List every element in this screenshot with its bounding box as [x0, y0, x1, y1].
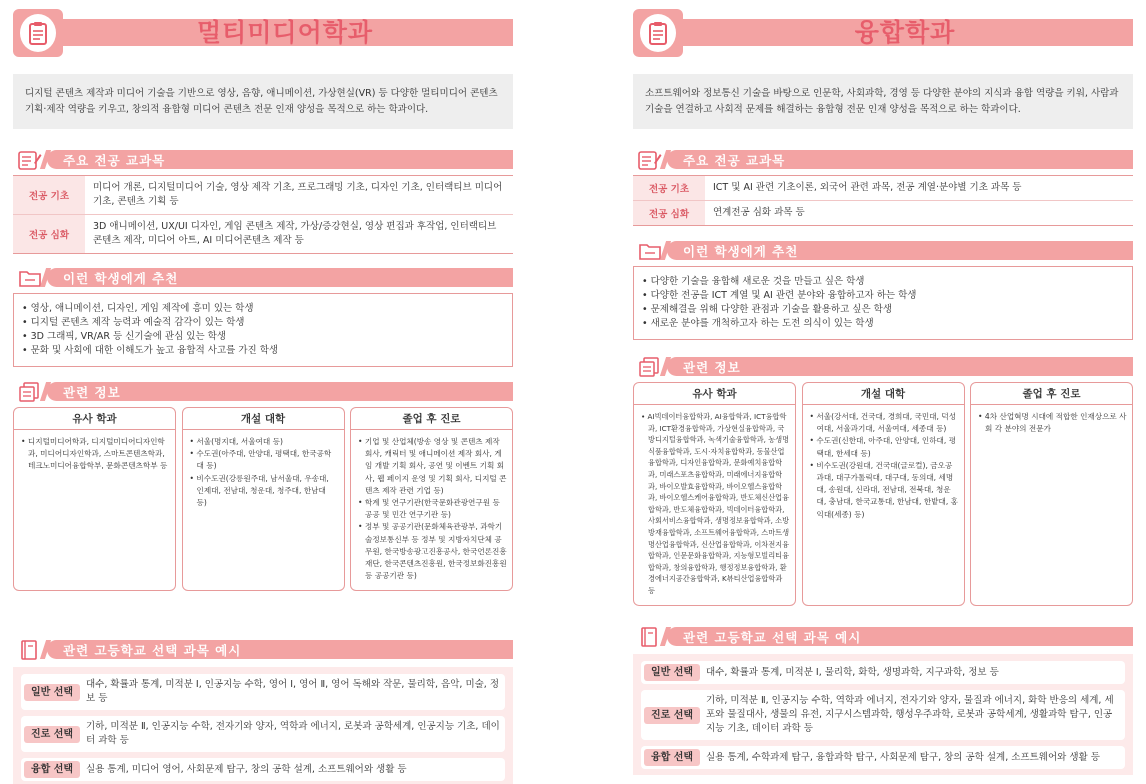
info-cards — [13, 407, 513, 591]
info-cards — [633, 382, 1133, 606]
elective-row — [641, 746, 1125, 769]
section-title: 이런 학생에게 추천 — [683, 244, 799, 259]
elective-row — [21, 758, 505, 781]
elective-row — [641, 690, 1125, 740]
list-item: • 문제해결을 위해 다양한 관점과 기술을 활용하고 싶은 학생 — [642, 303, 1124, 317]
list-item: • 다양한 기술을 융합해 새로운 것을 만들고 싶은 학생 — [642, 275, 1124, 289]
similar-majors-card — [633, 382, 796, 606]
elective-value: 대수, 확률과 통계, 미적분 Ⅰ, 인공지능 수학, 영어 Ⅰ, 영어 Ⅱ, 영어 독해와 작문, 물리학, 음악, 미술, 정보 등 — [86, 679, 500, 704]
section-title: 이런 학생에게 추천 — [63, 271, 179, 286]
book-icon — [18, 640, 42, 660]
list-item: • 디지털미디어학과, 디지털미디어디자인학과, 미디어디자인학과, 스마트콘텐츠학과, 테크노미디어융합학부, 문화콘텐츠학부 등 — [21, 437, 168, 471]
clipboard-icon — [648, 21, 668, 45]
elective-label: 융합 선택 — [644, 749, 700, 766]
row-label: 전공 심화 — [633, 201, 705, 225]
header-icon-box — [633, 9, 683, 57]
elective-label: 일반 선택 — [24, 684, 80, 701]
recommend-list — [13, 293, 513, 367]
elective-value: 대수, 확률과 통계, 미적분 Ⅰ, 물리학, 화학, 생명과학, 지구과학, 정보 등 — [706, 666, 999, 678]
table-row — [633, 176, 1133, 201]
list-item: • 비수도권(강원대, 건국대(글로컬), 금오공과대, 대구가톨릭대, 대구대, 동의대, 세명대, 송원대, 신라대, 전남대, 전북대, 청운대, 충남대, 한국교통대, 한남대, 한밭대, 홍익대(세종) 등) — [809, 460, 959, 519]
list-item: • 정부 및 공공기관(문화체육관광부, 과학기술정보통신부 등 정부 및 지방자치단체 공무원, 한국방송광고진흥공사, 한국언론진흥재단, 한국콘텐츠진흥원, 한국정보화진흥원 등 공공기관 등) — [358, 522, 507, 581]
left-electives-panel — [13, 639, 513, 784]
section-title: 관련 고등학교 선택 과목 예시 — [63, 643, 242, 658]
list-item: • 서울(강서대, 건국대, 경희대, 국민대, 덕성여대, 서울과기대, 서울여대, 세종대 등) — [809, 412, 957, 434]
section-info — [633, 356, 1133, 378]
universities-card — [182, 407, 345, 591]
row-value: ICT 및 AI 관련 기초이론, 외국어 관련 과목, 전공 계열·분야별 기초 과목 등 — [713, 182, 1022, 193]
section-electives — [13, 639, 513, 661]
card-title: 개설 대학 — [183, 408, 344, 430]
list-item: • 3D 그래픽, VR/AR 등 신기술에 관심 있는 학생 — [22, 330, 504, 344]
elective-value: 기하, 미적분 Ⅱ, 인공지능 수학, 역학과 에너지, 전자기와 양자, 물질과 에너지, 화학 반응의 세계, 세포와 물질대사, 생물의 유전, 지구시스템과학, 행성우주과학, 로봇과 공학세계, 생활과학 탐구, 인공지능 기초, 데이터 과학 등 — [706, 695, 1114, 734]
row-label: 전공 기초 — [633, 176, 705, 200]
right-department-panel — [633, 0, 1133, 606]
card-title: 졸업 후 진로 — [971, 383, 1132, 405]
row-label: 전공 기초 — [13, 176, 85, 214]
list-item: • 비수도권(강릉원주대, 남서울대, 우송대, 인제대, 전남대, 청운대, 청주대, 한남대 등) — [189, 473, 329, 508]
row-value: 연계전공 심화 과목 등 — [713, 207, 805, 218]
recommend-list — [633, 266, 1133, 340]
list-item: • 학계 및 연구기관(한국문화관광연구원 등 공공 및 민간 연구기관 등) — [358, 498, 500, 520]
notebook-pen-icon — [638, 150, 662, 170]
list-item: • 기업 및 산업체(방송 영상 및 콘텐츠 제작 회사, 캐릭터 및 애니메이션 제작 회사, 게임 개발 기획 회사, 공연 및 이벤트 기획 회사, 웹 페이지 운영 및 기획 회사, 디지털 콘텐츠 제작 관련 기업 등) — [358, 437, 507, 495]
department-description: 디지털 콘텐츠 제작과 미디어 기술을 기반으로 영상, 음향, 애니메이션, 가상현실(VR) 등 다양한 멀티미디어 콘텐츠 기획·제작 역량을 키우고, 창의적 융합형 미디어 콘텐츠 전문 인재 양성을 목적으로 하는 학과이다. — [13, 74, 513, 129]
left-department-panel — [13, 0, 513, 591]
card-title: 유사 학과 — [14, 408, 175, 430]
table-row — [633, 201, 1133, 225]
list-item: • 다양한 전공을 ICT 계열 및 AI 관련 분야와 융합하고자 하는 학생 — [642, 289, 1124, 303]
electives-box — [633, 654, 1133, 775]
documents-icon — [18, 382, 42, 402]
elective-value: 실용 통계, 미디어 영어, 사회문제 탐구, 창의 공학 설계, 소프트웨어와 생활 등 — [86, 763, 407, 775]
universities-card — [802, 382, 965, 606]
department-title: 멀티미디어학과 — [196, 19, 374, 47]
elective-label: 진로 선택 — [644, 707, 700, 724]
elective-row — [21, 716, 505, 752]
similar-majors-card — [13, 407, 176, 591]
section-curriculum — [13, 149, 513, 171]
clipboard-icon — [28, 21, 48, 45]
list-item: • 서울(명지대, 서울여대 등) — [189, 437, 283, 446]
folder-icon — [638, 241, 662, 261]
table-row — [13, 215, 513, 253]
list-item: • 문화 및 사회에 대한 이해도가 높고 융합적 사고를 가진 학생 — [22, 344, 504, 358]
elective-value: 실용 통계, 수학과제 탐구, 융합과학 탐구, 사회문제 탐구, 창의 공학 설계, 소프트웨어와 생활 등 — [706, 751, 1100, 763]
section-title: 주요 전공 교과목 — [63, 153, 166, 168]
list-item: • 영상, 애니메이션, 디자인, 게임 제작에 흥미 있는 학생 — [22, 302, 504, 316]
table-row — [13, 176, 513, 215]
careers-card — [970, 382, 1133, 606]
elective-row — [21, 674, 505, 710]
row-label: 전공 심화 — [13, 215, 85, 253]
elective-label: 융합 선택 — [24, 761, 80, 778]
elective-row — [641, 661, 1125, 684]
list-item: • 새로운 분야를 개척하고자 하는 도전 의식이 있는 학생 — [642, 317, 1124, 331]
card-title: 졸업 후 진로 — [351, 408, 512, 430]
header-icon-box — [13, 9, 63, 57]
card-title: 유사 학과 — [634, 383, 795, 405]
card-title: 개설 대학 — [803, 383, 964, 405]
careers-card — [350, 407, 513, 591]
list-item: • 수도권(아주대, 안양대, 평택대, 한국공학대 등) — [189, 449, 332, 471]
section-title: 주요 전공 교과목 — [683, 153, 786, 168]
elective-label: 일반 선택 — [644, 664, 700, 681]
department-header — [633, 9, 1133, 57]
row-value: 3D 애니메이션, UX/UI 디자인, 게임 콘텐츠 제작, 가상/증강현실, 영상 편집과 후작업, 인터랙티브 콘텐츠 제작, 미디어 아트, AI 미디어콘텐츠 제작 등 — [93, 221, 497, 246]
list-item: • 수도권(신한대, 아주대, 안양대, 인하대, 평택대, 한세대 등) — [809, 436, 957, 458]
section-title: 관련 정보 — [63, 385, 121, 400]
list-item: • 4차 산업혁명 시대에 적합한 인재상으로 사회 각 분야의 전문가 — [978, 412, 1127, 434]
section-info — [13, 381, 513, 403]
book-icon — [638, 627, 662, 647]
notebook-pen-icon — [18, 150, 42, 170]
curriculum-table — [633, 175, 1133, 226]
elective-value: 기하, 미적분 Ⅱ, 인공지능 수학, 전자기와 양자, 역학과 에너지, 로봇과 공학세계, 인공지능 기초, 데이터 과학 등 — [86, 721, 500, 746]
documents-icon — [638, 357, 662, 377]
department-header — [13, 9, 513, 57]
section-recommend — [633, 240, 1133, 262]
section-recommend — [13, 267, 513, 289]
curriculum-table — [13, 175, 513, 254]
elective-label: 진로 선택 — [24, 726, 80, 743]
department-description: 소프트웨어와 정보통신 기술을 바탕으로 인문학, 사회과학, 경영 등 다양한 분야의 지식과 융합 역량을 키워, 사람과 기술을 연결하고 사회적 문제를 해결하는 융합형 전문 인재 양성을 목적으로 하는 학과이다. — [633, 74, 1133, 129]
list-item: • AI빅데이터융합학과, AI융합학과, ICT융합학과, ICT환경융합학과, 가상현실융합학과, 국방디지털융합학과, 녹색기술융합학과, 농생명식품융합학과, 도시·자치융합학과, 동물산업융합학과, 디자인융합학과, 문화예치융합학과, 미래스포츠융합학과, 미래에너지융합학과, 바이오발효융합학과, 바이오헬스융합학과, 바이오헬스케어융합학과, 반도체신산업융합학과, 반도체융합학과, 빅데이터융합학과, 사회서비스융합학과, 생명정보융합학과, 소방방재융합학과, 소프트웨어융합학과, 스마트생명산업융합학과, 신산업융합학과, 이차전지융합학과, 인문문화융합학과, 지능형모빌리티융합학과, 창의융합학과, 행정정보융합학과, 환경에너지공간융합학과, K뷰티산업융합학과 등 — [641, 412, 790, 595]
department-title: 융합학과 — [854, 19, 956, 47]
section-electives — [633, 626, 1133, 648]
folder-icon — [18, 268, 42, 288]
right-electives-panel — [633, 626, 1133, 775]
section-title: 관련 고등학교 선택 과목 예시 — [683, 630, 862, 645]
list-item: • 디지털 콘텐츠 제작 능력과 예술적 감각이 있는 학생 — [22, 316, 504, 330]
row-value: 미디어 개론, 디지털미디어 기술, 영상 제작 기초, 프로그래밍 기초, 디자인 기초, 인터랙티브 미디어 기초, 콘텐츠 기획 등 — [93, 182, 503, 207]
electives-box — [13, 667, 513, 784]
section-title: 관련 정보 — [683, 360, 741, 375]
section-curriculum — [633, 149, 1133, 171]
